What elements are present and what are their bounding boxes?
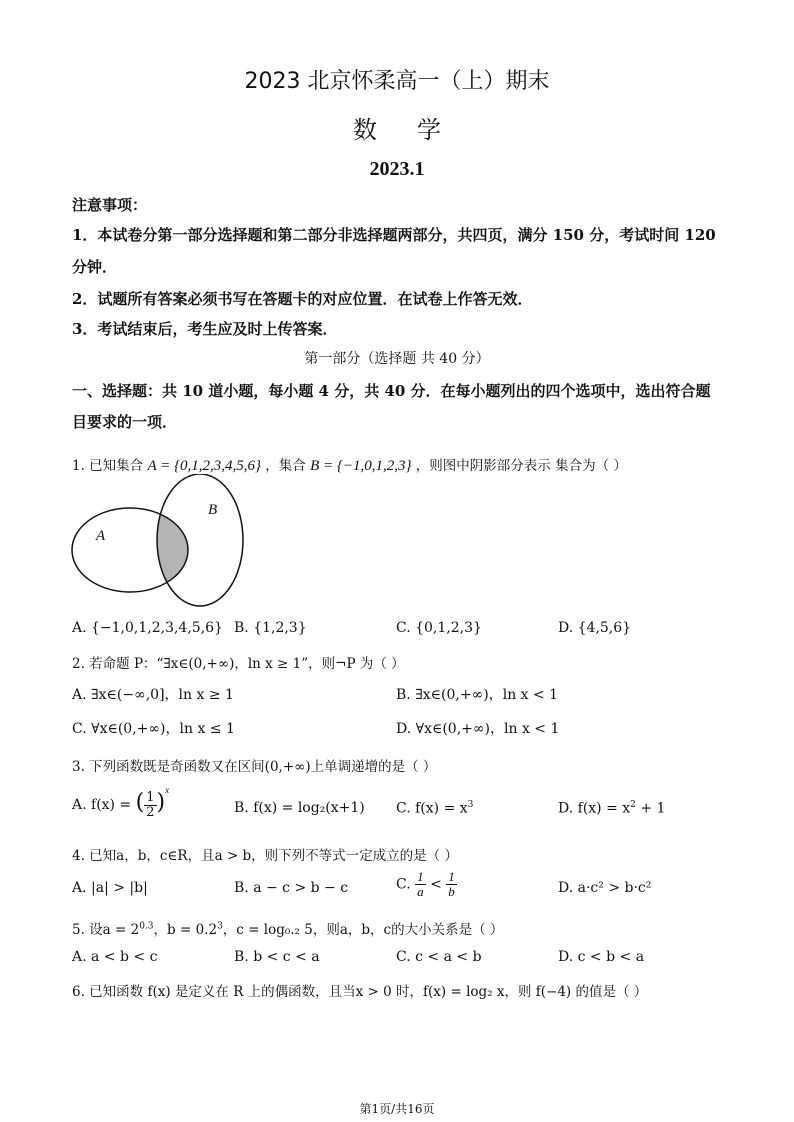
- page-number: 第1页/共16页: [359, 1102, 435, 1116]
- q5-stem-a: 5. 设a = 2: [72, 922, 140, 938]
- question-3-stem: 3. 下列函数既是奇函数又在区间(0,+∞)上单调递增的是（ ）: [72, 759, 437, 775]
- q4-option-c-fraction-2: $\frac{1}{b}$: [448, 869, 455, 899]
- question-2-stem: 2. 若命题 P：“∃x∈(0,+∞)，ln x ≥ 1”，则¬P 为（ ）: [72, 656, 405, 672]
- notes-item-1: 1．本试卷分第一部分选择题和第二部分非选择题两部分，共四页，满分 150 分，考试时间 120: [72, 226, 716, 244]
- q3-option-b[interactable]: B. f(x) = log₂(x+1): [234, 800, 365, 816]
- part1-instructions-cont: 目要求的一项．: [72, 413, 178, 431]
- part1-instructions: 一、选择题：共 10 道小题，每小题 4 分，共 40 分．在每小题列出的四个选项中，选出符合题: [72, 382, 711, 400]
- notes-item-3: 3．考试结束后，考生应及时上传答案．: [72, 320, 338, 338]
- q3-option-c-exponent: 3: [467, 800, 474, 810]
- q4-option-b[interactable]: B. a − c > b − c: [234, 880, 349, 896]
- venn-label-a: A: [96, 528, 106, 544]
- notes-item-2: 2．试题所有答案必须书写在答题卡的对应位置．在试卷上作答无效．: [72, 290, 533, 308]
- page-title: 2023 北京怀柔高一（上）期末: [244, 69, 550, 94]
- q2-option-d[interactable]: D. ∀x∈(0,+∞)，ln x < 1: [396, 721, 560, 737]
- exam-date: 2023.1: [369, 158, 425, 180]
- question-4-stem: 4. 已知a，b，c∈R，且a > b，则下列不等式一定成立的是（ ）: [72, 848, 458, 864]
- q3-option-c[interactable]: [396, 800, 473, 817]
- q5-exponent-b: 3: [217, 921, 223, 932]
- q5-option-b[interactable]: B. b < c < a: [234, 949, 320, 965]
- q5-option-d[interactable]: D. c < b < a: [558, 949, 645, 965]
- q1-option-b[interactable]: B. {1,2,3}: [234, 620, 307, 636]
- q3-option-a-fraction: $\frac{1}{2}$: [146, 789, 155, 820]
- q3-option-c-base: C. f(x) = x: [396, 800, 468, 817]
- q5-option-a[interactable]: A. a < b < c: [72, 949, 158, 965]
- q3-option-d-exponent: 2: [630, 800, 636, 810]
- q5-stem-c: ，c = log₀.₂ 5，则a，b，c的大小关系是（ ）: [222, 922, 504, 938]
- q4-option-c-prefix: C.: [396, 876, 411, 893]
- q1-set-b: B = {−1,0,1,2,3}: [310, 458, 412, 474]
- venn-label-b: B: [208, 502, 218, 518]
- q4-option-d[interactable]: D. a·c² > b·c²: [558, 880, 652, 896]
- q1-option-c[interactable]: C. {0,1,2,3}: [396, 620, 482, 636]
- q3-option-d-base: D. f(x) = x: [558, 800, 631, 817]
- q4-option-c-fraction-1: $\frac{1}{a}$: [417, 869, 424, 899]
- q3-option-a[interactable]: A. f(x) = ( $\frac{1}{2}$ )$^x$: [72, 785, 170, 820]
- q4-option-c-less-than: <: [430, 876, 442, 893]
- question-1-stem: [72, 454, 627, 475]
- q4-option-a[interactable]: A. |a| > |b|: [72, 880, 148, 896]
- q5-option-c[interactable]: C. c < a < b: [396, 949, 482, 965]
- q5-stem-b: ，b = 0.2: [153, 922, 218, 938]
- q1-option-a[interactable]: A. {−1,0,1,2,3,4,5,6}: [72, 620, 223, 636]
- q1-stem-c: ，则图中阴影部分表示 集合为（ ）: [415, 458, 627, 474]
- q2-option-b[interactable]: B. ∃x∈(0,+∞)，ln x < 1: [396, 687, 559, 703]
- notes-item-1-cont: 分钟．: [72, 258, 118, 276]
- q3-option-d[interactable]: [558, 800, 665, 817]
- q3-option-a-prefix: A. f(x) =: [72, 797, 132, 813]
- q2-option-c[interactable]: C. ∀x∈(0,+∞)，ln x ≤ 1: [72, 721, 235, 737]
- notes-heading: 注意事项：: [72, 196, 148, 214]
- question-6-stem: 6. 已知函数 f(x) 是定义在 R 上的偶函数，且当x > 0 时，f(x) = log₂ x，则 f(−4) 的值是（ ）: [72, 984, 648, 1000]
- q4-option-c[interactable]: [396, 870, 457, 899]
- q1-option-d[interactable]: D. {4,5,6}: [558, 620, 632, 636]
- q1-stem-a: 1. 已知集合: [72, 458, 144, 474]
- q1-set-a: A = {0,1,2,3,4,5,6}: [147, 458, 261, 474]
- part1-title: 第一部分（选择题 共 40 分）: [304, 351, 490, 367]
- q2-option-a[interactable]: A. ∃x∈(−∞,0]，ln x ≥ 1: [72, 687, 234, 703]
- q3-option-d-tail: + 1: [635, 800, 666, 817]
- q3-option-a-exponent: x: [165, 785, 170, 796]
- question-5-stem: [72, 918, 503, 938]
- q1-stem-b: ，集合: [265, 458, 306, 474]
- subject-title: 数学: [353, 116, 481, 144]
- q5-exponent-a: 0.3: [139, 921, 154, 932]
